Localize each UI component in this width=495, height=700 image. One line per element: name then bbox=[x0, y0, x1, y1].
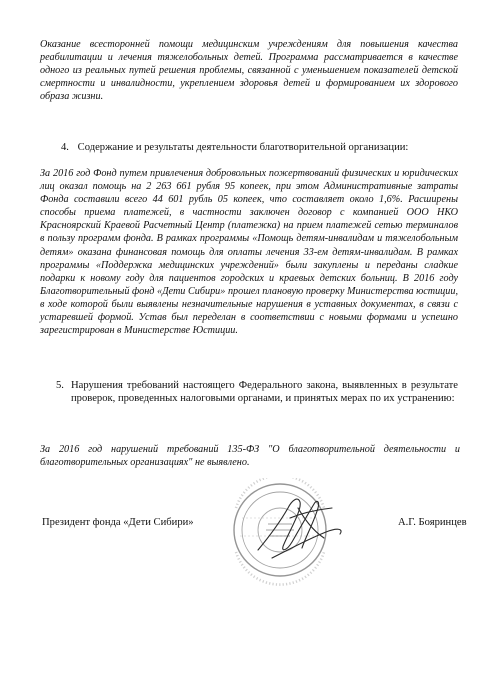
section-4-title: Содержание и результаты деятельности благотворительной организации: bbox=[77, 142, 409, 153]
signatory-position: Президент фонда «Дети Сибири» bbox=[42, 517, 194, 528]
section-5-number: 5. bbox=[56, 380, 64, 391]
stamp-and-signature bbox=[228, 478, 358, 588]
section-5-title: Нарушения требований настоящего Федерального закона, выявленных в результате проверок, проведенных налоговыми органами, и принятых мерах по их устранению: bbox=[71, 380, 458, 405]
section-4-number: 4. bbox=[61, 142, 69, 153]
section-4-body: За 2016 год Фонд путем привлечения добровольных пожертвований физических и юридических лиц оказал помощь на 2 263 661 рубля 95 копеек, при этом Административные затраты Фонда составили всего 44 601 рубль 05 копеек, что составляет около 1,6%. Расширены способы приема платежей, в частности заключен договор с компанией ООО НКО Красноярский Краевой Расчетный Центр (платежка) на прием платежей сетью терминалов в пользу программ фонда. В рамках программы «Помощь детям-инвалидам и тяжелобольным детям» оказана финансовая помощь для оплаты лечения 33-ем детям-инвалидам. В рамках программы «Поддержка медицинских учреждений» были закуплены и переданы сладкие подарки к новому году для пациентов городских и краевых детских больниц. В 2016 году Благотворительный фонд «Дети Сибири» прошел плановую проверку Министерства юстиции, в ходе которой были выявлены незначительные нарушения в уставных документах, в связи с устаревшей формой. Устав был переделан в соответствии с новыми формами и успешно зарегистрирован в Министерстве Юстиции. bbox=[40, 168, 458, 337]
section-5-body: За 2016 год нарушений требований 135-ФЗ "О благотворительной деятельности и благотворительных организациях" не выявлено. bbox=[40, 444, 460, 469]
section-5-heading bbox=[56, 379, 458, 406]
signatory-name: А.Г. Бояринцев bbox=[398, 517, 467, 528]
stamp-seal bbox=[234, 478, 326, 585]
section-4-heading bbox=[61, 141, 461, 154]
intro-paragraph: Оказание всесторонней помощи медицинским учреждениям для повышения качества реабилитации и лечения тяжелобольных детей. Программа рассматривается в качестве одного из реальных путей решения проблемы, связанной с уменьшением показателей детской смертности и инвалидности, укреплением здоровья детей и формированием их здорового образа жизни. bbox=[40, 39, 458, 103]
handwritten-signature bbox=[258, 499, 341, 558]
